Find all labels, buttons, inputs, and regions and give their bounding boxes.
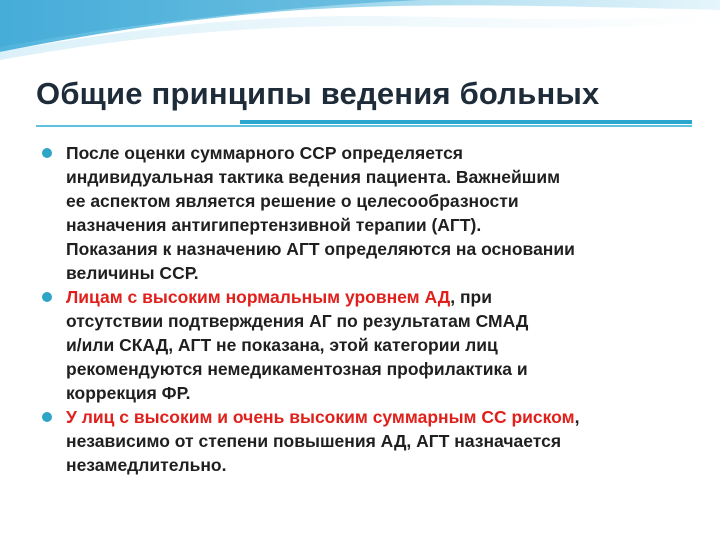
bullet-item-3 (40, 405, 685, 477)
text-line: отсутствии подтверждения АГ по результатам СМАД (66, 311, 529, 331)
lead-tail: , (574, 407, 580, 427)
bullet-list (40, 141, 685, 477)
text-line: величины ССР. (66, 263, 199, 283)
bullet-dot-icon (42, 148, 52, 158)
highlighted-lead: Лицам с высоким нормальным уровнем АД (66, 287, 451, 307)
top-wave-decoration (0, 0, 720, 60)
slide-title: Общие принципы ведения больных (36, 76, 600, 111)
text-line: коррекция ФР. (66, 383, 191, 403)
text-line: индивидуальная тактика ведения пациента. Важнейшим (66, 167, 561, 187)
text-line (66, 285, 685, 309)
text-line: ее аспектом является решение о целесообразности (66, 191, 519, 211)
text-line: и/или СКАД, АГТ не показана, этой категории лиц (66, 335, 498, 355)
title-underline-thin (36, 125, 692, 127)
text-line: Показания к назначению АГТ определяются на основании (66, 239, 575, 259)
text-line: рекомендуются немедикаментозная профилактика и (66, 359, 528, 379)
text-line: После оценки суммарного ССР определяется (66, 143, 464, 163)
title-underline-thick (240, 120, 692, 124)
lead-tail: , при (450, 287, 492, 307)
bullet-dot-icon (42, 292, 52, 302)
bullet-item-2 (40, 285, 685, 405)
text-line: незамедлительно. (66, 455, 227, 475)
bullet-dot-icon (42, 412, 52, 422)
bullet-item-1 (40, 141, 685, 285)
text-line: назначения антигипертензивной терапии (АГТ). (66, 215, 482, 235)
text-line (66, 405, 685, 429)
highlighted-lead: У лиц с высоким и очень высоким суммарным СС риском (66, 407, 575, 427)
text-line: независимо от степени повышения АД, АГТ назначается (66, 431, 562, 451)
